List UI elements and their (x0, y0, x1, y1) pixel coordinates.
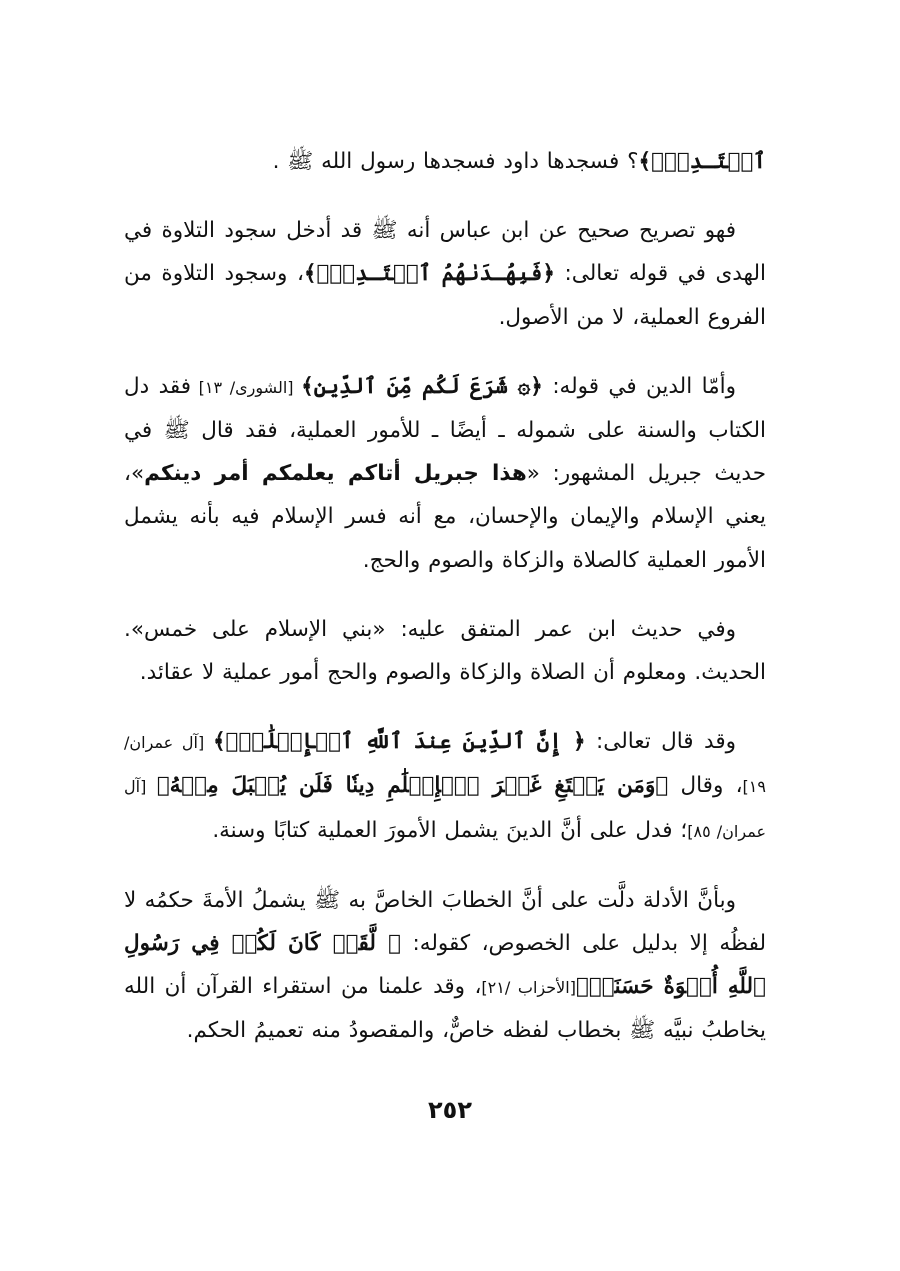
paragraph-text: وفي حديث ابن عمر المتفق عليه: «بني الإسلام على خمس». الحديث. ومعلوم أن الصلاة والزكاة والصوم والحج أمور عملية لا عقائد. (124, 616, 766, 686)
paragraph-text: ، وقد علمنا من استقراء القرآن أن الله يخاطبُ نبيَّه ﷺ بخطاب لفظه خاصٌّ، والمقصودُ منه تعميمُ الحكم. (124, 974, 766, 1044)
verse-citation: [آل عمران/ ٨٥] (124, 777, 766, 841)
paragraph-ibn-umar (124, 608, 766, 694)
quran-verse: ﴿وَمَن يَبۡتَغِ غَيۡرَ ٱلۡإِسۡلَٰمِ دِينٗا فَلَن يُقۡبَلَ مِنۡهُ﴾ (156, 773, 669, 799)
quran-verse: ﴿ لَّقَدۡ كَانَ لَكُمۡ فِي رَسُولِ ٱللَّهِ أُسۡوَةٌ حَسَنَةٞ﴾ (124, 931, 766, 1000)
paragraph-text: فقد دل الكتاب والسنة على شموله ـ أيضًا ـ للأمور العملية، فقد قال ﷺ في حديث جبريل المشهور: « (124, 373, 766, 487)
paragraph-ibn-abbas (124, 209, 766, 339)
paragraph-specific-address (124, 879, 766, 1053)
paragraph-text: ؛ فدل على أنَّ الدينَ يشمل الأمورَ العملية كتابًا وسنة. (212, 817, 688, 843)
paragraph-islam-verses (124, 720, 766, 853)
hadith-quote: هذا جبريل أتاكم يعلمكم أمر دينكم (144, 461, 527, 487)
paragraph-continuation (124, 140, 766, 183)
paragraph-text: ؟ فسجدها داود فسجدها رسول الله ﷺ . (272, 149, 639, 174)
paragraph-text: وأمّا الدين في قوله: (542, 373, 736, 399)
verse-citation: [الأحزاب /٢١] (481, 978, 576, 998)
page-body (124, 140, 766, 1053)
paragraph-text: وقد قال تعالى: (585, 729, 736, 755)
verse-citation: [الشورى/ ١٣] (191, 377, 302, 397)
paragraph-text: فهو تصريح صحيح عن ابن عباس أنه ﷺ قد أدخل سجود التلاوة في الهدى في قوله تعالى: (124, 218, 766, 287)
paragraph-text: ، وقال (668, 773, 743, 799)
paragraph-text: »، يعني الإسلام والإيمان والإحسان، مع أنه فسر الإسلام فيه بأنه يشمل الأمور العملية كالصلاة والزكاة والصوم والحج. (124, 461, 766, 573)
paragraph-religion-meaning (124, 365, 766, 582)
quran-verse: ﴿ إِنَّ ٱلدِّينَ عِندَ ٱللَّهِ ٱلۡإِسۡلَٰمُۗ﴾ (212, 729, 586, 755)
paragraph-text: وبأنَّ الأدلة دلَّت على أنَّ الخطابَ الخاصَّ به ﷺ يشملُ الأمةَ حكمُه لا لفظُه إلا بدليل على الخصوص، كقوله: (124, 887, 766, 957)
quran-verse: ٱقۡتَـدِهۡۗ﴾ (638, 149, 766, 174)
quran-verse: ﴿فَبِهُـدَىٰهُمُ ٱقۡتَـدِهۡۗ﴾ (303, 261, 555, 287)
verse-citation: [آل عمران/ ١٩] (124, 733, 766, 797)
quran-verse: ﴿۞ شَرَعَ لَكُم مِّنَ ٱلدِّينِ﴾ (301, 373, 543, 399)
page-number: ٢٥٢ (428, 1096, 472, 1124)
paragraph-text: ، وسجود التلاوة من الفروع العملية، لا من الأصول. (124, 261, 766, 330)
